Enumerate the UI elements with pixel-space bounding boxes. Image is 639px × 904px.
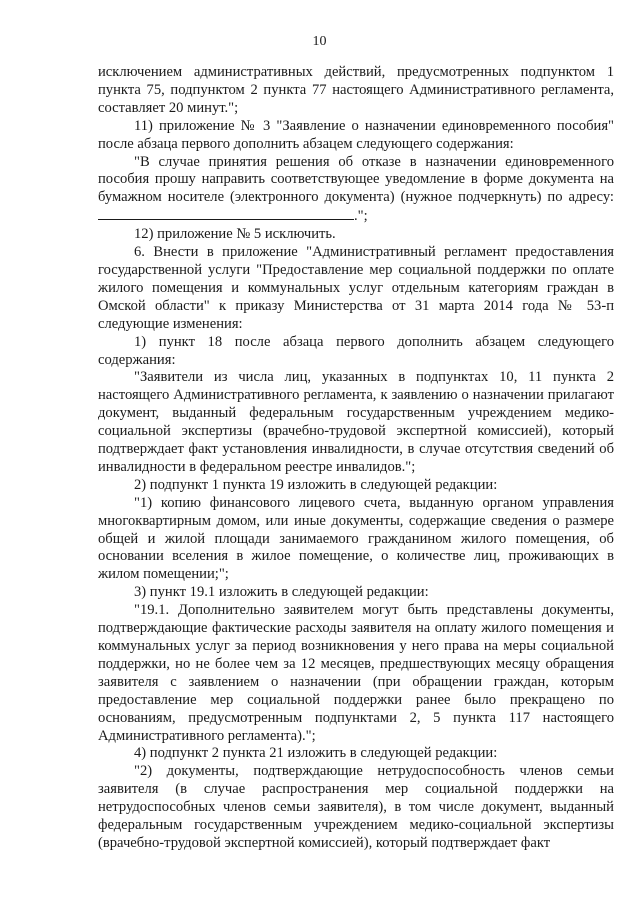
paragraph-2: 11) приложение № 3 "Заявление о назначении единовременного пособия" после абзаца первого дополнить абзацем следующего содержания: — [98, 117, 614, 152]
paragraph-12: 4) подпункт 2 пункта 21 изложить в следующей редакции: — [134, 745, 498, 762]
paragraph-13: "2) документы, подтверждающие нетрудоспособность членов семьи заявителя (в случае распространения мер социальной поддержки на нетрудоспособных членов семьи заявителя), в том числе документ, выданный федеральным государственным учреждением медико-социальной экспертизы (врачебно-трудовой экспертной комиссией), который подтверждает факт — [98, 763, 614, 851]
paragraph-11: "19.1. Дополнительно заявителем могут быть представлены документы, подтверждающие фактические расходы заявителя на оплату жилого помещения и коммунальных услуг за период возникновения у него права на меры социальной поддержки, но не более чем за 12 месяцев, предшествующих месяцу обращения заявителя с заявлением о назначении (при обращении граждан, которым предоставление мер социальной поддержки ранее было прекращено по основаниям, предусмотренным подпунктами 2, 5 пункта 117 настоящего Административного регламента)."; — [98, 602, 614, 744]
paragraph-7: "Заявители из числа лиц, указанных в подпунктах 10, 11 пункта 2 настоящего Административного регламента, к заявлению о назначении прилагают документ, выданный федеральным государственным учреждением медико-социальной экспертизы (врачебно-трудовой экспертной комиссией), который подтверждает факт установления инвалидности, в случае отсутствия сведений об инвалидности в федеральном реестре инвалидов."; — [98, 369, 614, 475]
paragraph-6: 1) пункт 18 после абзаца первого дополнить абзацем следующего содержания: — [98, 333, 614, 368]
paragraph-10: 3) пункт 19.1 изложить в следующей редакции: — [134, 584, 429, 601]
paragraph-1: исключением административных действий, предусмотренных подпунктом 1 пункта 75, подпунктом 2 пункта 77 настоящего Административного регламента, составляет 20 минут."; — [98, 64, 614, 116]
paragraph-3-text: "В случае принятия решения об отказе в назначении единовременного пособия прошу направить соответствующее уведомление в форме документа на бумажном носителе (электронного документа) (нужное подчеркнуть) по адресу: — [98, 153, 614, 206]
paragraph-5: 6. Внести в приложение "Административный регламент предоставления государственной услуги "Предоставление мер социальной поддержки по оплате жилого помещения и коммунальных услуг отдельным категориям граждан в Омской области" к приказу Министерства от 31 марта 2014 года № 53-п следующие изменения: — [98, 244, 614, 332]
paragraph-3 — [98, 154, 614, 227]
paragraph-4: 12) приложение № 5 исключить. — [134, 226, 336, 243]
page-number: 10 — [312, 34, 327, 49]
address-blank-line — [98, 207, 354, 220]
paragraph-8: 2) подпункт 1 пункта 19 изложить в следующей редакции: — [134, 476, 498, 493]
document-body — [98, 64, 614, 853]
paragraph-3-tail: ."; — [354, 208, 368, 225]
paragraph-9: "1) копию финансового лицевого счета, выданную органом управления многоквартирным домом, или иные документы, содержащие сведения о размере общей и жилой площади занимаемого гражданином жилого помещения, об основании вселения в жилое помещение, о количестве лиц, проживающих в жилом помещении;"; — [98, 494, 614, 583]
